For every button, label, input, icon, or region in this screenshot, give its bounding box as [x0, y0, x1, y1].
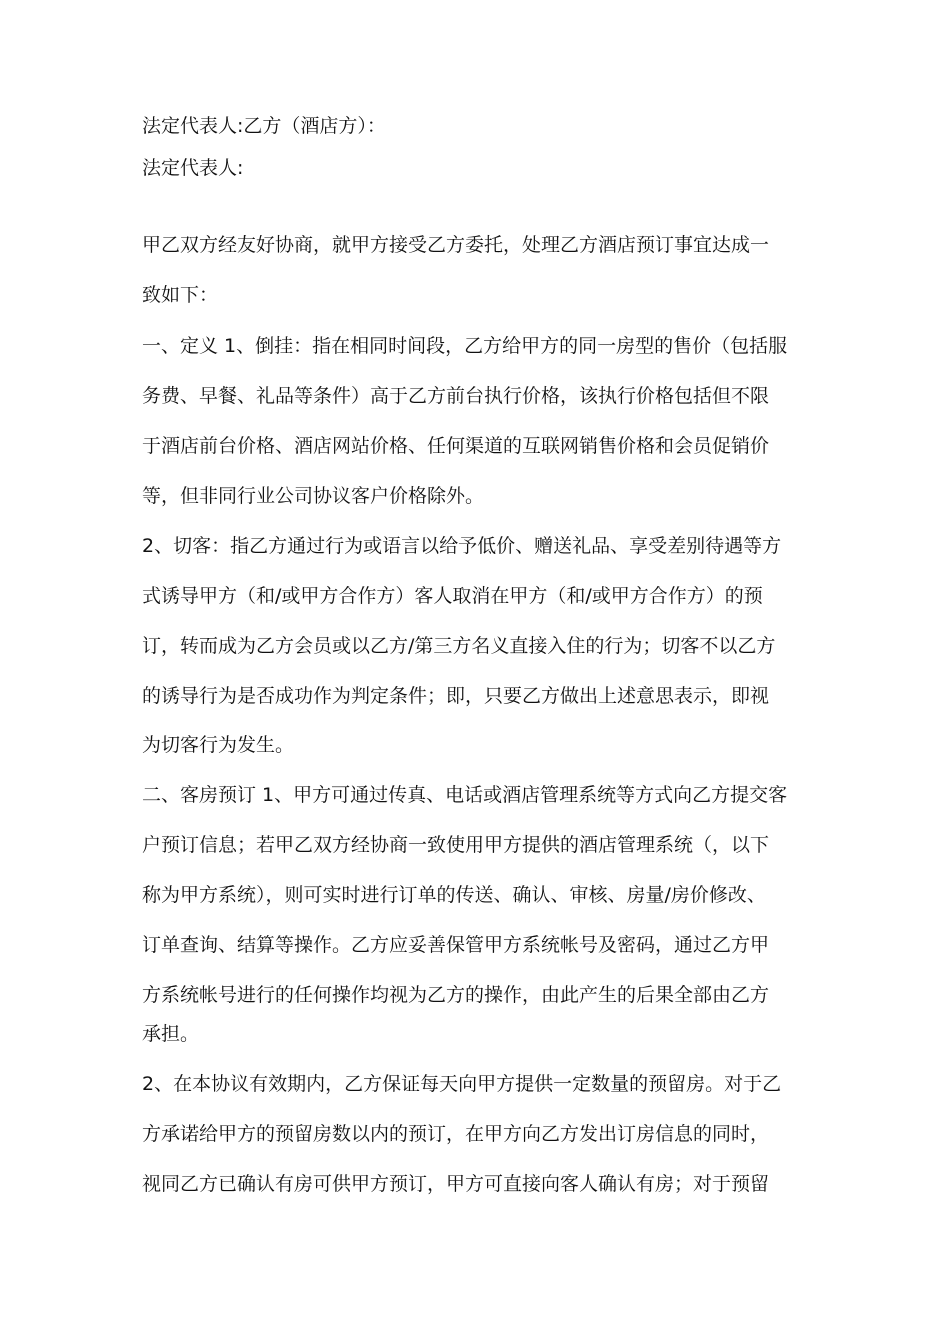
- text-line: 订，转而成为乙方会员或以乙方/第三方名义直接入住的行为；切客不以乙方: [142, 635, 776, 657]
- text-line: 承担。: [142, 1023, 200, 1045]
- text-line: 2、在本协议有效期内，乙方保证每天向甲方提供一定数量的预留房。对于乙: [142, 1073, 782, 1095]
- text-line: 等，但非同行业公司协议客户价格除外。: [142, 485, 485, 507]
- text-line: 务费、早餐、礼品等条件）高于乙方前台执行价格，该执行价格包括但不限: [142, 385, 770, 407]
- text-line: 2、切客：指乙方通过行为或语言以给予低价、赠送礼品、享受差别待遇等方: [142, 535, 782, 557]
- text-line: 为切客行为发生。: [142, 734, 295, 756]
- text-line: 的诱导行为是否成功作为判定条件；即，只要乙方做出上述意思表示，即视: [142, 685, 770, 707]
- text-line: 二、客房预订 1、甲方可通过传真、电话或酒店管理系统等方式向乙方提交客: [142, 784, 788, 806]
- text-line: 订单查询、结算等操作。乙方应妥善保管甲方系统帐号及密码，通过乙方甲: [142, 934, 770, 956]
- text-line: 方系统帐号进行的任何操作均视为乙方的操作，由此产生的后果全部由乙方: [142, 984, 770, 1006]
- text-line: 法定代表人:乙方（酒店方）：: [142, 115, 386, 137]
- text-line: 户预订信息；若甲乙双方经协商一致使用甲方提供的酒店管理系统（，以下: [142, 834, 770, 856]
- text-line: 视同乙方已确认有房可供甲方预订，甲方可直接向客人确认有房；对于预留: [142, 1173, 770, 1195]
- text-line: 法定代表人:: [142, 157, 244, 179]
- text-line: 致如下：: [142, 284, 219, 306]
- text-line: 于酒店前台价格、酒店网站价格、任何渠道的互联网销售价格和会员促销价: [142, 435, 770, 457]
- text-line: 方承诺给甲方的预留房数以内的预订，在甲方向乙方发出订房信息的同时，: [142, 1123, 770, 1145]
- text-line: 甲乙双方经友好协商，就甲方接受乙方委托，处理乙方酒店预订事宜达成一: [142, 234, 770, 256]
- text-line: 称为甲方系统），则可实时进行订单的传送、确认、审核、房量/房价修改、: [142, 884, 766, 906]
- text-line: 式诱导甲方（和/或甲方合作方）客人取消在甲方（和/或甲方合作方）的预: [142, 585, 763, 607]
- text-line: 一、定义 1、倒挂：指在相同时间段，乙方给甲方的同一房型的售价（包括服: [142, 335, 788, 357]
